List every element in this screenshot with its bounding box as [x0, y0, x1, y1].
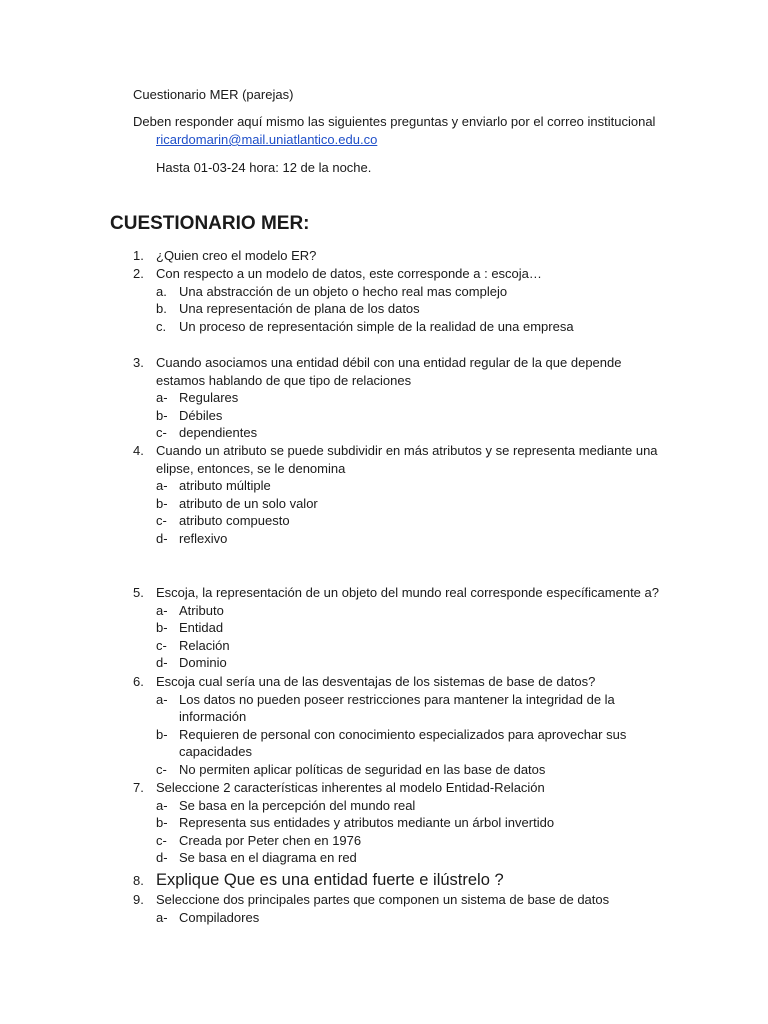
question-number: 1.	[133, 248, 144, 263]
option-marker: b-	[156, 407, 168, 423]
option-text: No permiten aplicar políticas de seguridad en las base de datos	[179, 761, 546, 777]
option-text: atributo compuesto	[179, 513, 290, 528]
option-marker: d-	[156, 850, 168, 865]
option-item	[133, 530, 663, 548]
deadline-text: Hasta 01-03-24 hora: 12 de la noche.	[156, 160, 372, 175]
question-text: Cuando un atributo se puede subdividir en más atributos y se representa mediante una elipse, entonces, se le denomina	[156, 443, 658, 476]
option-item	[133, 619, 663, 637]
option-item	[133, 849, 663, 867]
option-text: Un proceso de representación simple de la realidad de una empresa	[179, 318, 574, 334]
option-marker: a-	[156, 909, 168, 925]
option-text: Entidad	[179, 620, 224, 635]
option-item	[133, 602, 663, 620]
option-item	[133, 424, 663, 442]
option-text: Compiladores	[179, 909, 260, 925]
question-9	[133, 891, 663, 926]
option-marker: a.	[156, 283, 167, 299]
option-item	[133, 691, 663, 726]
email-link[interactable]: ricardomarin@mail.uniatlantico.edu.co	[156, 132, 378, 147]
option-marker: a-	[156, 390, 168, 405]
option-item	[133, 318, 663, 336]
question-text: Seleccione dos principales partes que componen un sistema de base de datos	[156, 892, 610, 907]
option-item	[133, 797, 663, 815]
option-item	[133, 283, 663, 301]
option-text: Representa sus entidades y atributos mediante un árbol invertido	[179, 815, 555, 830]
option-item	[133, 832, 663, 850]
option-marker: c-	[156, 513, 167, 528]
question-number: 6.	[133, 674, 144, 689]
question-number: 3.	[133, 355, 144, 370]
option-item	[133, 909, 663, 927]
option-marker: c-	[156, 761, 167, 777]
options-list	[133, 389, 663, 442]
option-marker: a-	[156, 797, 168, 813]
option-marker: c-	[156, 637, 167, 653]
option-marker: d-	[156, 530, 168, 546]
question-text: Escoja cual sería una de las desventajas de los sistemas de base de datos?	[156, 674, 596, 689]
option-item	[133, 654, 663, 672]
option-marker: d-	[156, 655, 168, 670]
option-item	[133, 389, 663, 407]
question-number: 8.	[133, 873, 144, 888]
option-marker: c-	[156, 425, 167, 440]
question-number: 9.	[133, 892, 144, 907]
document-title: Cuestionario MER (parejas)	[133, 87, 294, 102]
options-list	[133, 797, 663, 867]
option-text: Débiles	[179, 407, 223, 423]
options-list	[133, 283, 663, 336]
question-number: 7.	[133, 780, 144, 795]
option-text: Dominio	[179, 655, 227, 670]
option-text: reflexivo	[179, 530, 228, 546]
instructions-text: Deben responder aquí mismo las siguientes preguntas y enviarlo por el correo institucional	[133, 114, 656, 129]
options-list	[133, 602, 663, 672]
option-item	[133, 477, 663, 495]
question-text: Explique Que es una entidad fuerte e ilústrelo ?	[156, 871, 504, 889]
option-item	[133, 814, 663, 832]
question-number: 2.	[133, 266, 144, 281]
option-item	[133, 495, 663, 513]
option-marker: b-	[156, 620, 168, 635]
question-number: 5.	[133, 585, 144, 600]
option-item	[133, 300, 663, 318]
question-7	[133, 779, 663, 867]
option-item	[133, 726, 663, 761]
option-marker: b-	[156, 495, 168, 511]
option-text: atributo de un solo valor	[179, 495, 318, 511]
question-2	[133, 265, 663, 335]
question-4	[133, 442, 663, 547]
option-text: Regulares	[179, 390, 239, 405]
option-marker: a-	[156, 478, 168, 493]
question-text: Seleccione 2 características inherentes al modelo Entidad-Relación	[156, 780, 545, 795]
options-list	[133, 477, 663, 547]
option-text: Una abstracción de un objeto o hecho real mas complejo	[179, 283, 508, 299]
question-8	[133, 870, 663, 890]
option-marker: b.	[156, 301, 167, 316]
option-marker: c.	[156, 318, 167, 334]
question-1	[133, 247, 663, 265]
option-marker: b-	[156, 815, 168, 830]
question-text: Escoja, la representación de un objeto del mundo real corresponde específicamente a?	[156, 585, 659, 600]
option-marker: b-	[156, 726, 168, 742]
option-text: Creada por Peter chen en 1976	[179, 832, 362, 848]
options-list	[133, 691, 663, 779]
option-item	[133, 761, 663, 779]
question-5	[133, 584, 663, 672]
option-text: Los datos no pueden poseer restricciones para mantener la integridad de la información	[179, 691, 615, 724]
question-3	[133, 354, 663, 442]
option-text: atributo múltiple	[179, 478, 271, 493]
question-number: 4.	[133, 443, 144, 458]
question-6	[133, 673, 663, 778]
option-text: Una representación de plana de los datos	[179, 301, 420, 316]
options-list	[133, 909, 663, 927]
option-marker: a-	[156, 691, 168, 707]
question-text: ¿Quien creo el modelo ER?	[156, 248, 317, 263]
question-text: Cuando asociamos una entidad débil con una entidad regular de la que depende estamos hablando de que tipo de relaciones	[156, 355, 622, 388]
option-text: Relación	[179, 637, 230, 653]
option-item	[133, 637, 663, 655]
option-item	[133, 407, 663, 425]
option-item	[133, 512, 663, 530]
option-text: Se basa en el diagrama en red	[179, 850, 357, 865]
option-text: Atributo	[179, 602, 224, 618]
option-text: dependientes	[179, 425, 258, 440]
question-text: Con respecto a un modelo de datos, este corresponde a : escoja…	[156, 266, 542, 281]
section-title: CUESTIONARIO MER:	[110, 213, 310, 234]
option-marker: c-	[156, 832, 167, 848]
option-text: Requieren de personal con conocimiento especializados para aprovechar sus capacidades	[179, 726, 627, 759]
option-marker: a-	[156, 602, 168, 618]
option-text: Se basa en la percepción del mundo real	[179, 797, 416, 813]
